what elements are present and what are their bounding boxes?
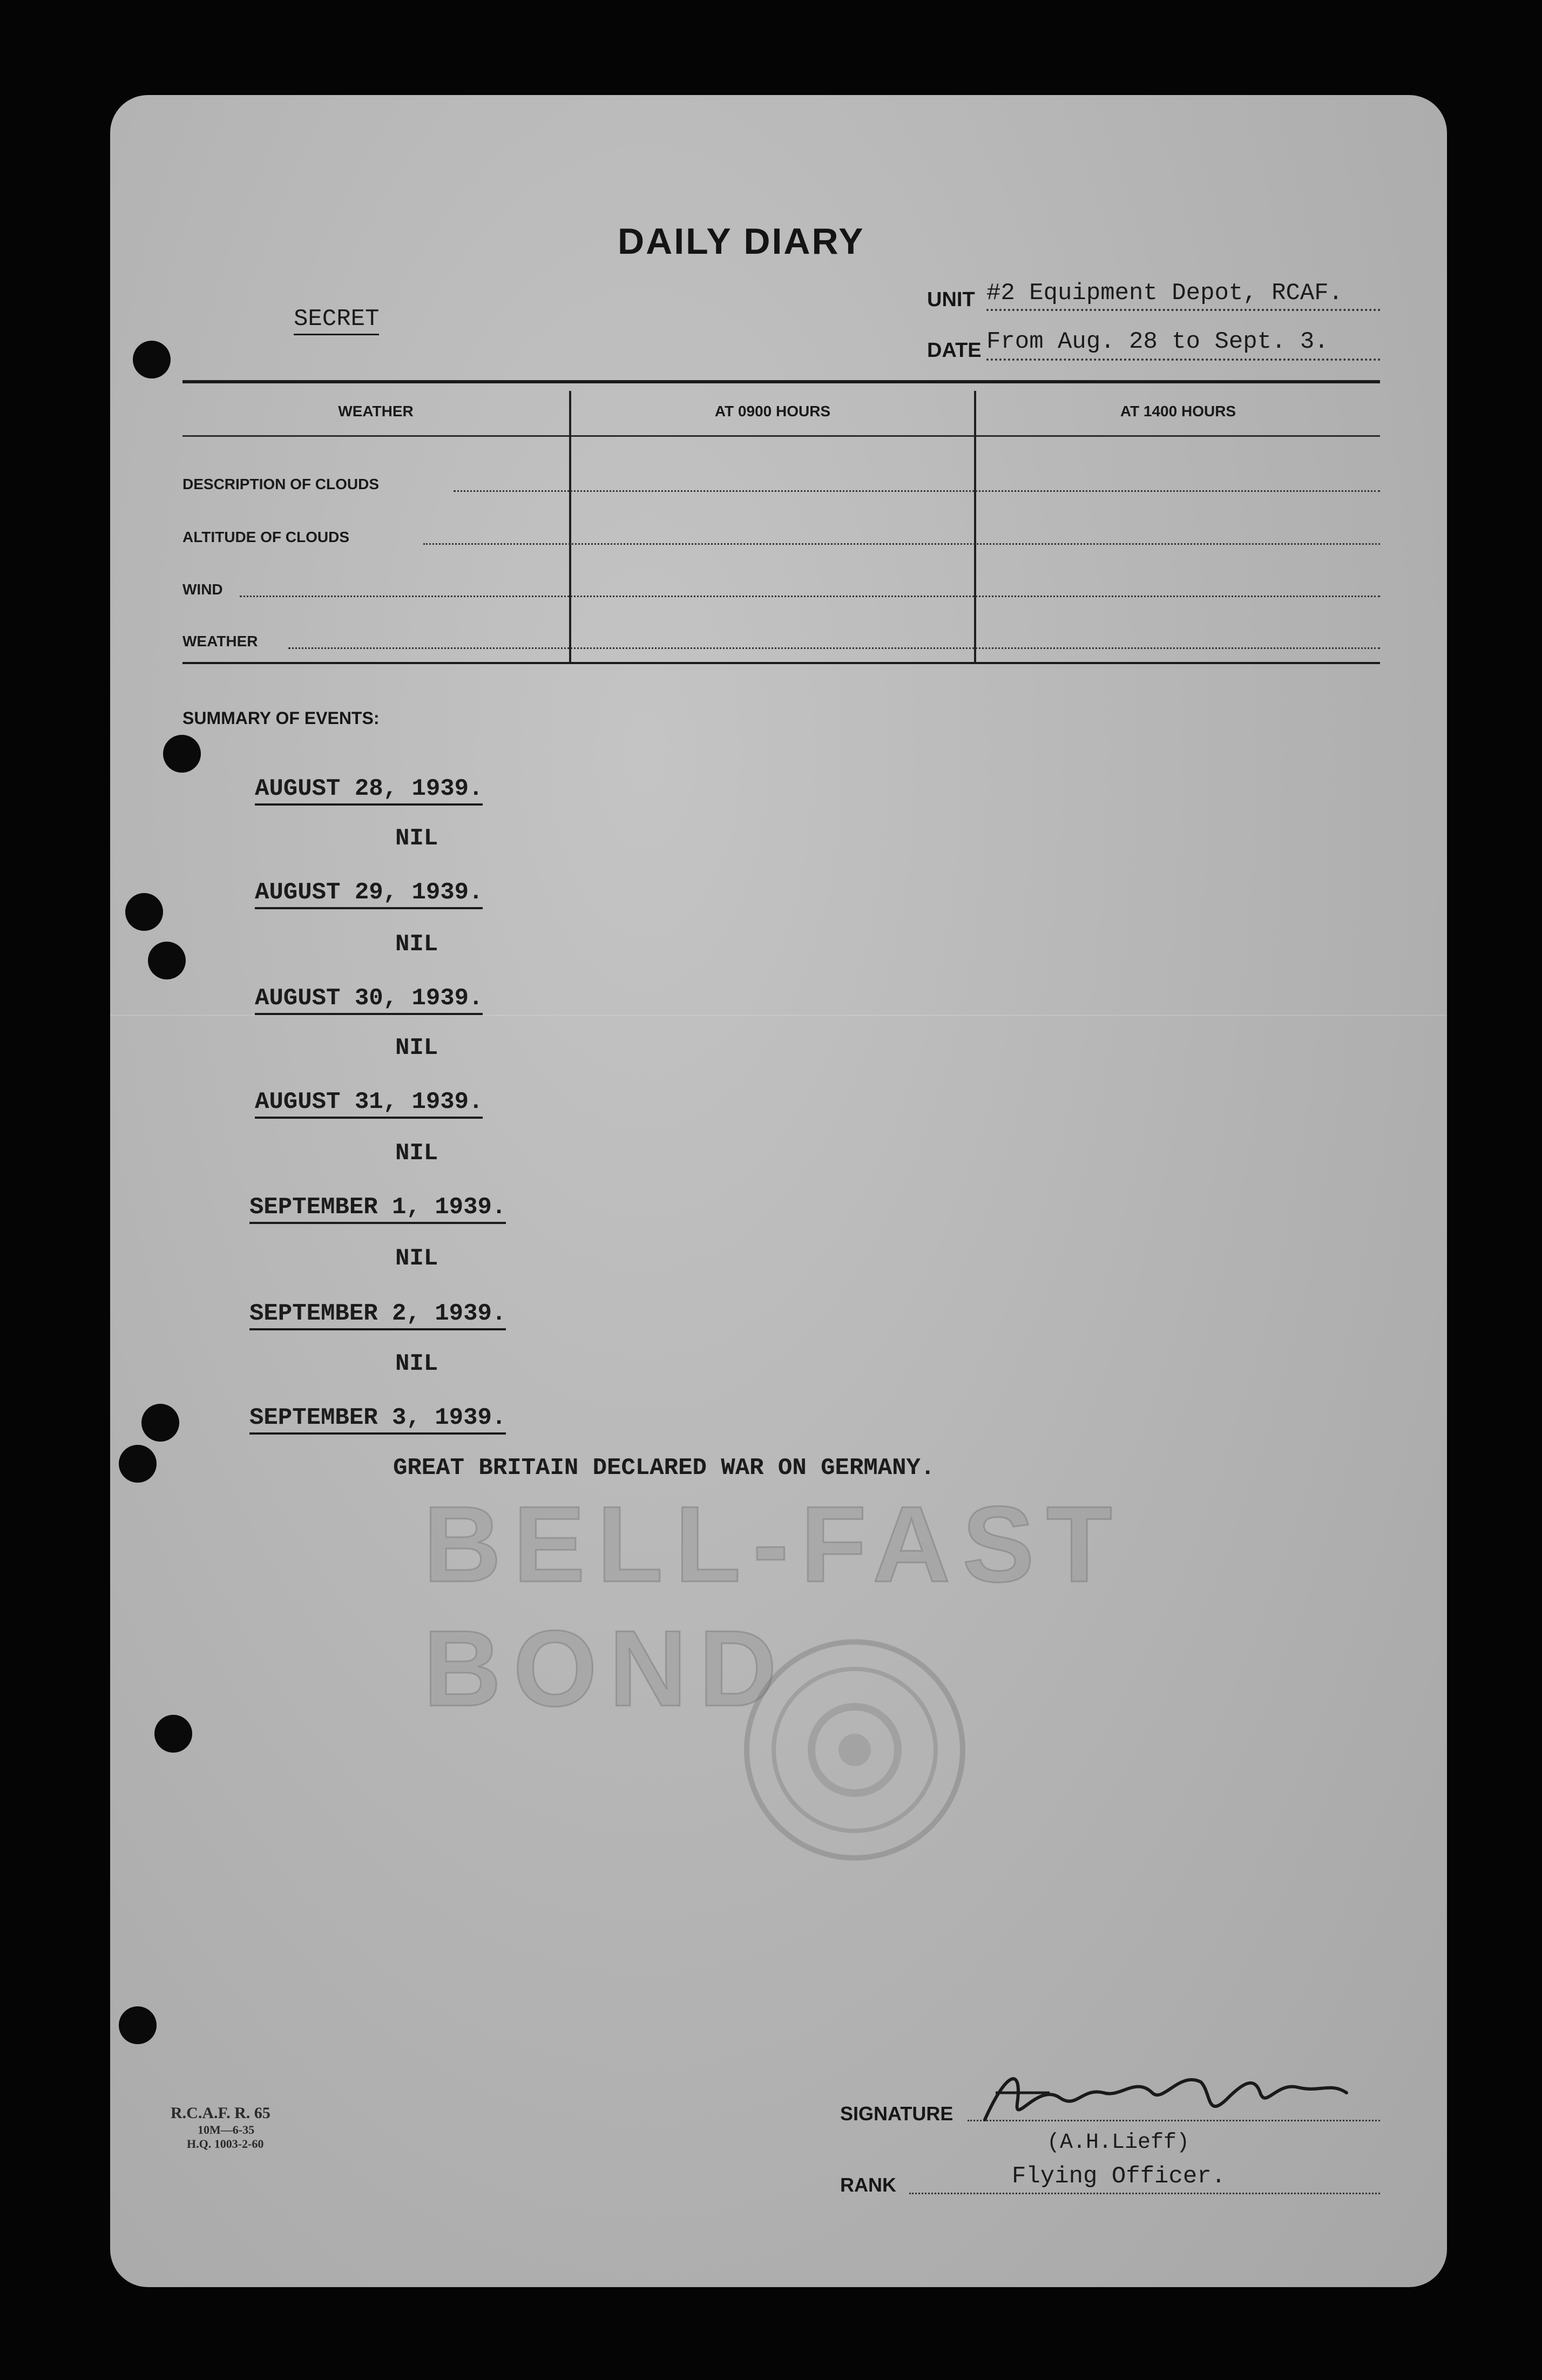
summary-heading: SUMMARY OF EVENTS: xyxy=(182,708,380,728)
table-divider xyxy=(974,391,976,664)
classification-mark: SECRET xyxy=(294,306,379,335)
punch-hole xyxy=(141,1404,179,1442)
signatory-name: (A.H.Lieff) xyxy=(1047,2131,1190,2155)
event-date: AUGUST 29, 1939. xyxy=(255,879,483,909)
signature-label: SIGNATURE xyxy=(840,2102,953,2125)
row-dotted-line xyxy=(288,647,1380,649)
diary-page xyxy=(110,95,1447,2287)
event-date: SEPTEMBER 3, 1939. xyxy=(249,1404,506,1435)
event-text: NIL xyxy=(395,825,438,852)
column-header-0900: AT 0900 HOURS xyxy=(714,403,831,420)
unit-dotted-line xyxy=(986,309,1381,311)
punch-hole xyxy=(154,1715,192,1753)
event-date: SEPTEMBER 2, 1939. xyxy=(249,1300,506,1330)
column-header-weather: WEATHER xyxy=(338,403,414,420)
event-date: AUGUST 28, 1939. xyxy=(255,775,483,806)
punch-hole xyxy=(125,893,163,931)
punch-hole xyxy=(148,942,186,979)
form-code-line: R.C.A.F. R. 65 xyxy=(171,2104,270,2122)
row-label-cloud-altitude: ALTITUDE OF CLOUDS xyxy=(182,529,350,545)
event-text: NIL xyxy=(395,1140,438,1167)
punch-hole xyxy=(133,341,171,378)
event-text: GREAT BRITAIN DECLARED WAR ON GERMANY. xyxy=(393,1455,935,1482)
watermark-seal-icon xyxy=(739,1634,971,1866)
form-code-line: 10M—6-35 xyxy=(198,2123,255,2136)
event-text: NIL xyxy=(395,1035,438,1061)
date-value: From Aug. 28 to Sept. 3. xyxy=(986,328,1329,355)
punch-hole xyxy=(119,2006,157,2044)
punch-hole xyxy=(163,735,201,773)
row-dotted-line xyxy=(423,543,1380,545)
rank-label: RANK xyxy=(840,2174,896,2196)
row-label-weather: WEATHER xyxy=(182,633,258,650)
event-date: SEPTEMBER 1, 1939. xyxy=(249,1194,506,1224)
event-text: NIL xyxy=(395,1350,438,1377)
form-title: DAILY DIARY xyxy=(618,221,865,262)
column-header-1400: AT 1400 HOURS xyxy=(1120,403,1236,420)
event-text: NIL xyxy=(395,931,438,958)
date-label: DATE xyxy=(927,339,982,362)
form-code-line: H.Q. 1003-2-60 xyxy=(187,2137,264,2151)
punch-hole xyxy=(119,1445,157,1483)
row-dotted-line xyxy=(240,596,1380,597)
event-date: AUGUST 30, 1939. xyxy=(255,985,483,1015)
event-text: NIL xyxy=(395,1245,438,1272)
handwritten-signature-icon xyxy=(974,2060,1352,2136)
form-code xyxy=(171,2104,270,2152)
event-date: AUGUST 31, 1939. xyxy=(255,1088,483,1119)
table-top-rule xyxy=(182,380,1380,383)
table-divider xyxy=(569,391,571,664)
table-header-rule xyxy=(182,435,1380,437)
rank-dotted-line xyxy=(909,2193,1380,2194)
row-dotted-line xyxy=(454,490,1380,492)
row-label-wind: WIND xyxy=(182,581,223,598)
paper-watermark: BELL-FAST BOND xyxy=(423,1484,1124,1729)
row-label-cloud-description: DESCRIPTION OF CLOUDS xyxy=(182,476,380,492)
table-bottom-rule xyxy=(182,662,1380,664)
unit-value: #2 Equipment Depot, RCAF. xyxy=(986,280,1343,307)
rank-value: Flying Officer. xyxy=(1012,2163,1226,2190)
date-dotted-line xyxy=(986,359,1381,361)
unit-label: UNIT xyxy=(927,288,975,311)
